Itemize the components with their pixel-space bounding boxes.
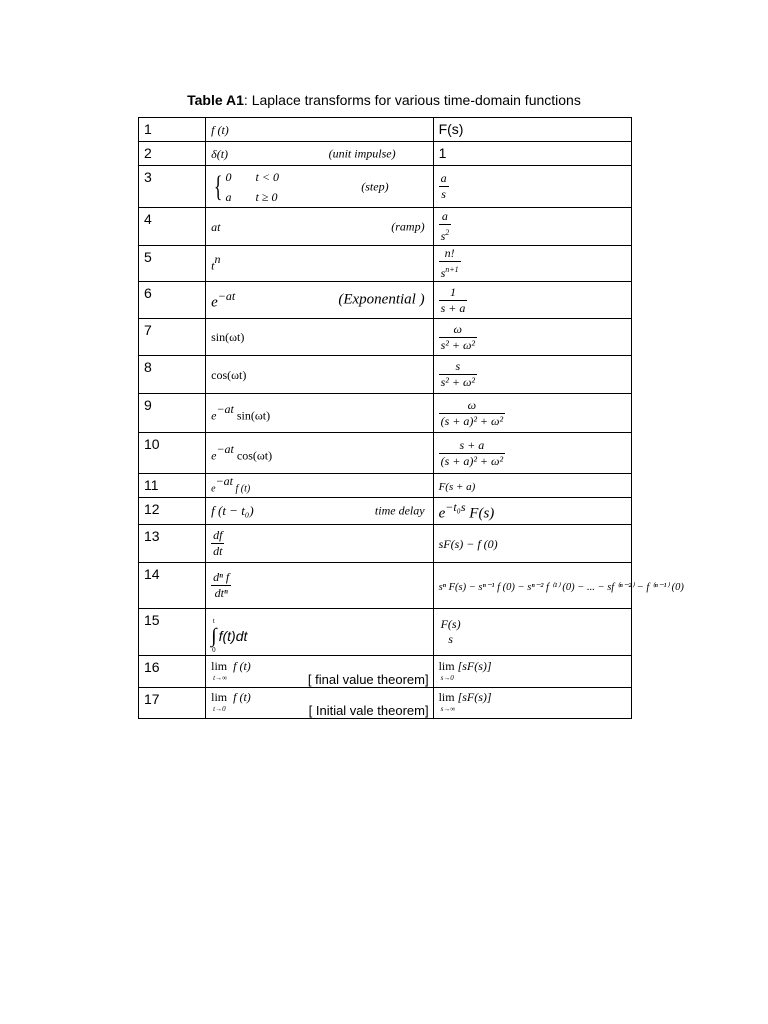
time-function-tail: sin(ωt) xyxy=(233,408,271,423)
fraction-denominator: (s + a)² + ω² xyxy=(440,413,504,428)
transform-fraction xyxy=(439,398,506,429)
transform-fraction xyxy=(439,617,463,647)
limit-subscript: s→0 xyxy=(440,673,454,682)
limit-expression xyxy=(211,660,251,684)
row-number: 9 xyxy=(139,394,206,433)
time-function-text: f (t) xyxy=(211,122,229,137)
row-number: 10 xyxy=(139,433,206,474)
laplace-transform xyxy=(433,688,631,719)
transform-fraction xyxy=(439,438,506,469)
laplace-transform xyxy=(433,356,631,394)
time-function xyxy=(206,474,433,498)
row-number: 5 xyxy=(139,246,206,282)
row-number: 2 xyxy=(139,142,206,166)
row-number: 17 xyxy=(139,688,206,719)
integral-expression xyxy=(211,617,247,655)
transform-text: sF(s) − f (0) xyxy=(438,536,498,551)
fraction-denominator: dt xyxy=(213,544,223,558)
laplace-transform xyxy=(433,208,631,246)
table-row xyxy=(139,498,632,525)
fraction-denominator: s² + ω² xyxy=(440,375,476,389)
fraction-numerator: df xyxy=(213,528,223,542)
transform-text: F(s) xyxy=(438,120,464,137)
exponent: −at xyxy=(216,441,234,456)
limit-operator: lim xyxy=(438,658,455,673)
case-value: 0 xyxy=(225,169,232,184)
function-tag: (step) xyxy=(361,179,389,193)
time-function-text: f(t)dt xyxy=(218,627,248,644)
transform-fraction xyxy=(439,285,468,316)
fraction-numerator: ω xyxy=(467,397,477,412)
row-number: 15 xyxy=(139,609,206,656)
time-function-text: f (t) xyxy=(233,658,251,673)
laplace-transform xyxy=(433,246,631,282)
laplace-transform xyxy=(433,609,631,656)
time-function xyxy=(206,208,433,246)
exponent: n xyxy=(214,252,221,267)
fraction-numerator: a xyxy=(440,171,447,185)
theorem-label: [ Initial vale theorem] xyxy=(308,703,429,718)
limit-operator: lim xyxy=(211,658,228,673)
denominator-exponent: n+1 xyxy=(445,265,459,274)
function-tag: (ramp) xyxy=(391,219,425,233)
theorem-label: [ final value theorem] xyxy=(307,672,429,687)
time-function xyxy=(206,166,433,208)
row-number: 12 xyxy=(139,498,206,525)
table-row xyxy=(139,394,632,433)
fraction-denominator: s² + ω² xyxy=(440,337,476,352)
time-function xyxy=(206,563,433,609)
fraction-numerator: a xyxy=(441,209,448,223)
transform-text: e xyxy=(438,505,446,522)
row-number: 7 xyxy=(139,319,206,356)
table-row xyxy=(139,656,632,688)
fraction-denominator xyxy=(439,261,461,281)
transform-text: sⁿ F(s) − sⁿ⁻¹ f (0) − sⁿ⁻² f ⁽¹⁾ (0) − ... − sf ⁽ⁿ⁻²⁾ − f ⁽ⁿ⁻¹⁾ (0) xyxy=(438,581,684,593)
fraction-numerator: F(s) xyxy=(440,617,461,631)
laplace-transform xyxy=(433,498,631,525)
time-function-text: f (t − t₀) xyxy=(211,503,254,518)
fraction-numerator: n! xyxy=(444,246,455,260)
limit-expression xyxy=(439,691,492,715)
fraction-numerator: s + a xyxy=(459,437,485,452)
table-row xyxy=(139,282,632,319)
time-function-tail: f (t) xyxy=(233,483,251,495)
time-function-tail: cos(ωt) xyxy=(233,448,273,463)
fraction-numerator: 1 xyxy=(449,284,456,299)
time-function-text: t xyxy=(211,258,215,273)
transform-tail: F(s) xyxy=(465,505,495,522)
caption-text: : Laplace transforms for various time-domain functions xyxy=(243,92,581,108)
limit-subscript: s→∞ xyxy=(440,705,456,713)
function-tag: (Exponential ) xyxy=(338,291,425,308)
table-row xyxy=(139,142,632,166)
time-function-text: e xyxy=(211,448,217,463)
row-number: 3 xyxy=(139,166,206,208)
time-function xyxy=(206,688,433,719)
table-row xyxy=(139,563,632,609)
laplace-transform xyxy=(433,118,631,142)
laplace-transform xyxy=(433,525,631,563)
fraction-numerator: s xyxy=(455,359,461,373)
caption-label: Table A1 xyxy=(187,92,244,108)
case-condition: t ≥ 0 xyxy=(255,189,278,204)
time-function-text: cos(ωt) xyxy=(211,367,247,382)
transform-fraction xyxy=(439,322,477,353)
time-function xyxy=(206,433,433,474)
time-function xyxy=(206,609,433,656)
laplace-transform xyxy=(433,394,631,433)
table-row xyxy=(139,208,632,246)
fraction-denominator: s xyxy=(448,632,453,646)
transform-fraction xyxy=(439,359,477,390)
table-row xyxy=(139,474,632,498)
exponent: −at xyxy=(217,288,236,303)
row-number: 13 xyxy=(139,525,206,563)
laplace-table xyxy=(138,117,684,719)
table-row xyxy=(139,433,632,474)
table-caption xyxy=(0,92,768,108)
piecewise-function xyxy=(211,167,279,207)
exponent: −at xyxy=(215,474,234,489)
time-function xyxy=(206,656,433,688)
integral-lower-limit: 0 xyxy=(212,645,216,654)
denominator-base: s xyxy=(440,229,446,243)
function-tag: time delay xyxy=(374,503,425,518)
time-function-text: e xyxy=(211,294,218,311)
limit-expression xyxy=(211,691,251,715)
time-function-text: e xyxy=(211,408,217,423)
table-row xyxy=(139,688,632,719)
row-number: 1 xyxy=(139,118,206,142)
time-function xyxy=(206,525,433,563)
time-function-text: e xyxy=(211,483,216,495)
denominator-base: s xyxy=(440,266,446,280)
time-function xyxy=(206,142,433,166)
transform-text: [sF(s)] xyxy=(457,658,492,673)
laplace-transform xyxy=(433,474,631,498)
row-number: 14 xyxy=(139,563,206,609)
time-function xyxy=(206,319,433,356)
row-number: 6 xyxy=(139,282,206,319)
row-number: 11 xyxy=(139,474,206,498)
laplace-transform xyxy=(433,282,631,319)
exponent: −t₀s xyxy=(445,499,466,514)
case-condition: t < 0 xyxy=(255,169,279,184)
integral-upper-limit: t xyxy=(212,616,215,625)
table-row xyxy=(139,246,632,282)
laplace-transform xyxy=(433,656,631,688)
function-tag: (unit impulse) xyxy=(328,146,396,160)
time-function xyxy=(206,118,433,142)
fraction-denominator: (s + a)² + ω² xyxy=(440,453,504,468)
limit-operator: lim xyxy=(211,690,228,704)
time-function-text: at xyxy=(211,219,221,234)
transform-text: [sF(s)] xyxy=(457,690,492,704)
case-value: a xyxy=(225,189,232,204)
fraction-numerator: ω xyxy=(453,321,463,336)
row-number: 8 xyxy=(139,356,206,394)
table-row xyxy=(139,609,632,656)
time-function xyxy=(206,246,433,282)
time-function-text: f (t) xyxy=(233,690,251,704)
derivative-fraction xyxy=(211,570,231,601)
exponent: −at xyxy=(216,401,234,416)
time-function xyxy=(206,394,433,433)
derivative-fraction xyxy=(211,528,224,559)
integral-icon: t ∫ 0 xyxy=(211,616,217,654)
laplace-transform xyxy=(433,166,631,208)
time-function-text: δ(t) xyxy=(211,146,229,161)
limit-expression xyxy=(439,660,492,684)
laplace-transform xyxy=(433,142,631,166)
table-row xyxy=(139,525,632,563)
fraction-denominator xyxy=(439,224,452,244)
transform-fraction xyxy=(439,209,452,244)
time-function-text: sin(ωt) xyxy=(211,330,245,344)
limit-subscript: t→0 xyxy=(213,705,226,713)
table-row xyxy=(139,118,632,142)
laplace-transform xyxy=(433,319,631,356)
transform-text: 1 xyxy=(438,144,447,161)
time-function xyxy=(206,356,433,394)
table-row xyxy=(139,166,632,208)
limit-subscript: t→∞ xyxy=(213,673,228,682)
row-number: 16 xyxy=(139,656,206,688)
transform-text: F(s + a) xyxy=(438,480,476,493)
row-number: 4 xyxy=(139,208,206,246)
table-row xyxy=(139,319,632,356)
fraction-denominator: dtⁿ xyxy=(211,585,231,601)
brace-icon: { xyxy=(214,169,223,203)
table-row xyxy=(139,356,632,394)
fraction-numerator: dⁿ f xyxy=(213,570,230,584)
transform-fraction xyxy=(439,171,449,202)
denominator-exponent: 2 xyxy=(445,228,450,237)
limit-operator: lim xyxy=(438,690,455,704)
laplace-transform xyxy=(433,563,684,609)
transform-fraction xyxy=(439,246,461,281)
fraction-denominator: s + a xyxy=(440,300,466,315)
fraction-denominator: s xyxy=(439,186,449,202)
time-function xyxy=(206,498,433,525)
time-function xyxy=(206,282,433,319)
laplace-transform xyxy=(433,433,631,474)
